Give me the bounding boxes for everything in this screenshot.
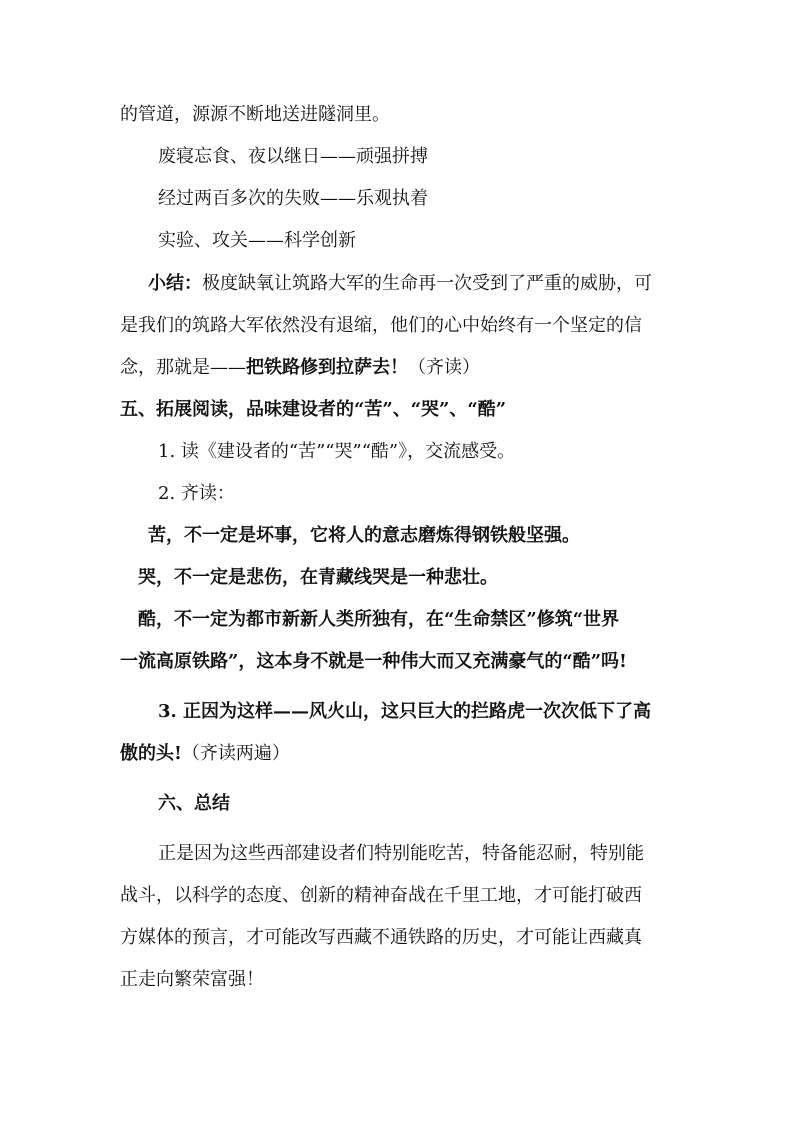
list-item: 3. 正因为这样——风火山，这只巨大的拦路虎一次次低下了高 <box>158 701 652 722</box>
list-item: 废寝忘食、夜以继日——顽强拼搏 <box>158 146 428 167</box>
summary-text: 极度缺氧让筑路大军的生命再一次受到了严重的威胁，可 <box>202 273 652 294</box>
summary-emphasis: 把铁路修到拉萨去！ <box>246 357 408 378</box>
summary-line: 念，那就是——把铁路修到拉萨去！（齐读） <box>120 357 480 378</box>
reading-line: 一流高原铁路”，这本身不就是一种伟大而又充满豪气的“酷”吗! <box>120 651 627 672</box>
list-item: 经过两百多次的失败——乐观执着 <box>158 188 428 209</box>
summary-line: 是我们的筑路大军依然没有退缩，他们的心中始终有一个坚定的信 <box>120 315 642 336</box>
list-item: 1. 读《建设者的“苦”“哭”“酷”》，交流感受。 <box>158 441 516 462</box>
reading-line: 酷，不一定为都市新新人类所独有，在“生命禁区”修筑“世界 <box>138 609 620 630</box>
reading-line: 哭，不一定是悲伤，在青藏线哭是一种悲壮。 <box>138 567 498 588</box>
section-heading: 五、拓展阅读，品味建设者的“苦”、“哭”、“酷” <box>120 399 507 420</box>
list-item: 傲的头!（齐读两遍） <box>120 743 290 764</box>
reading-line: 苦，不一定是坏事，它将人的意志磨炼得钢铁般坚强。 <box>148 525 580 546</box>
section-heading: 六、总结 <box>158 793 230 814</box>
summary-label: 小结： <box>148 273 202 294</box>
paragraph-line: 战斗，以科学的态度、创新的精神奋战在千里工地，才可能打破西 <box>120 885 642 906</box>
paragraph-line: 正走向繁荣富强！ <box>120 969 264 990</box>
summary-line <box>148 272 652 296</box>
paragraph-line: 方媒体的预言，才可能改写西藏不通铁路的历史，才可能让西藏真 <box>120 927 642 948</box>
list-item: 实验、攻关——科学创新 <box>158 230 356 251</box>
text-line: 的管道，源源不断地送进隧洞里。 <box>120 104 390 125</box>
list-item: 2. 齐读： <box>158 483 235 504</box>
paragraph-line: 正是因为这些西部建设者们特别能吃苦，特备能忍耐，特别能 <box>158 843 644 864</box>
